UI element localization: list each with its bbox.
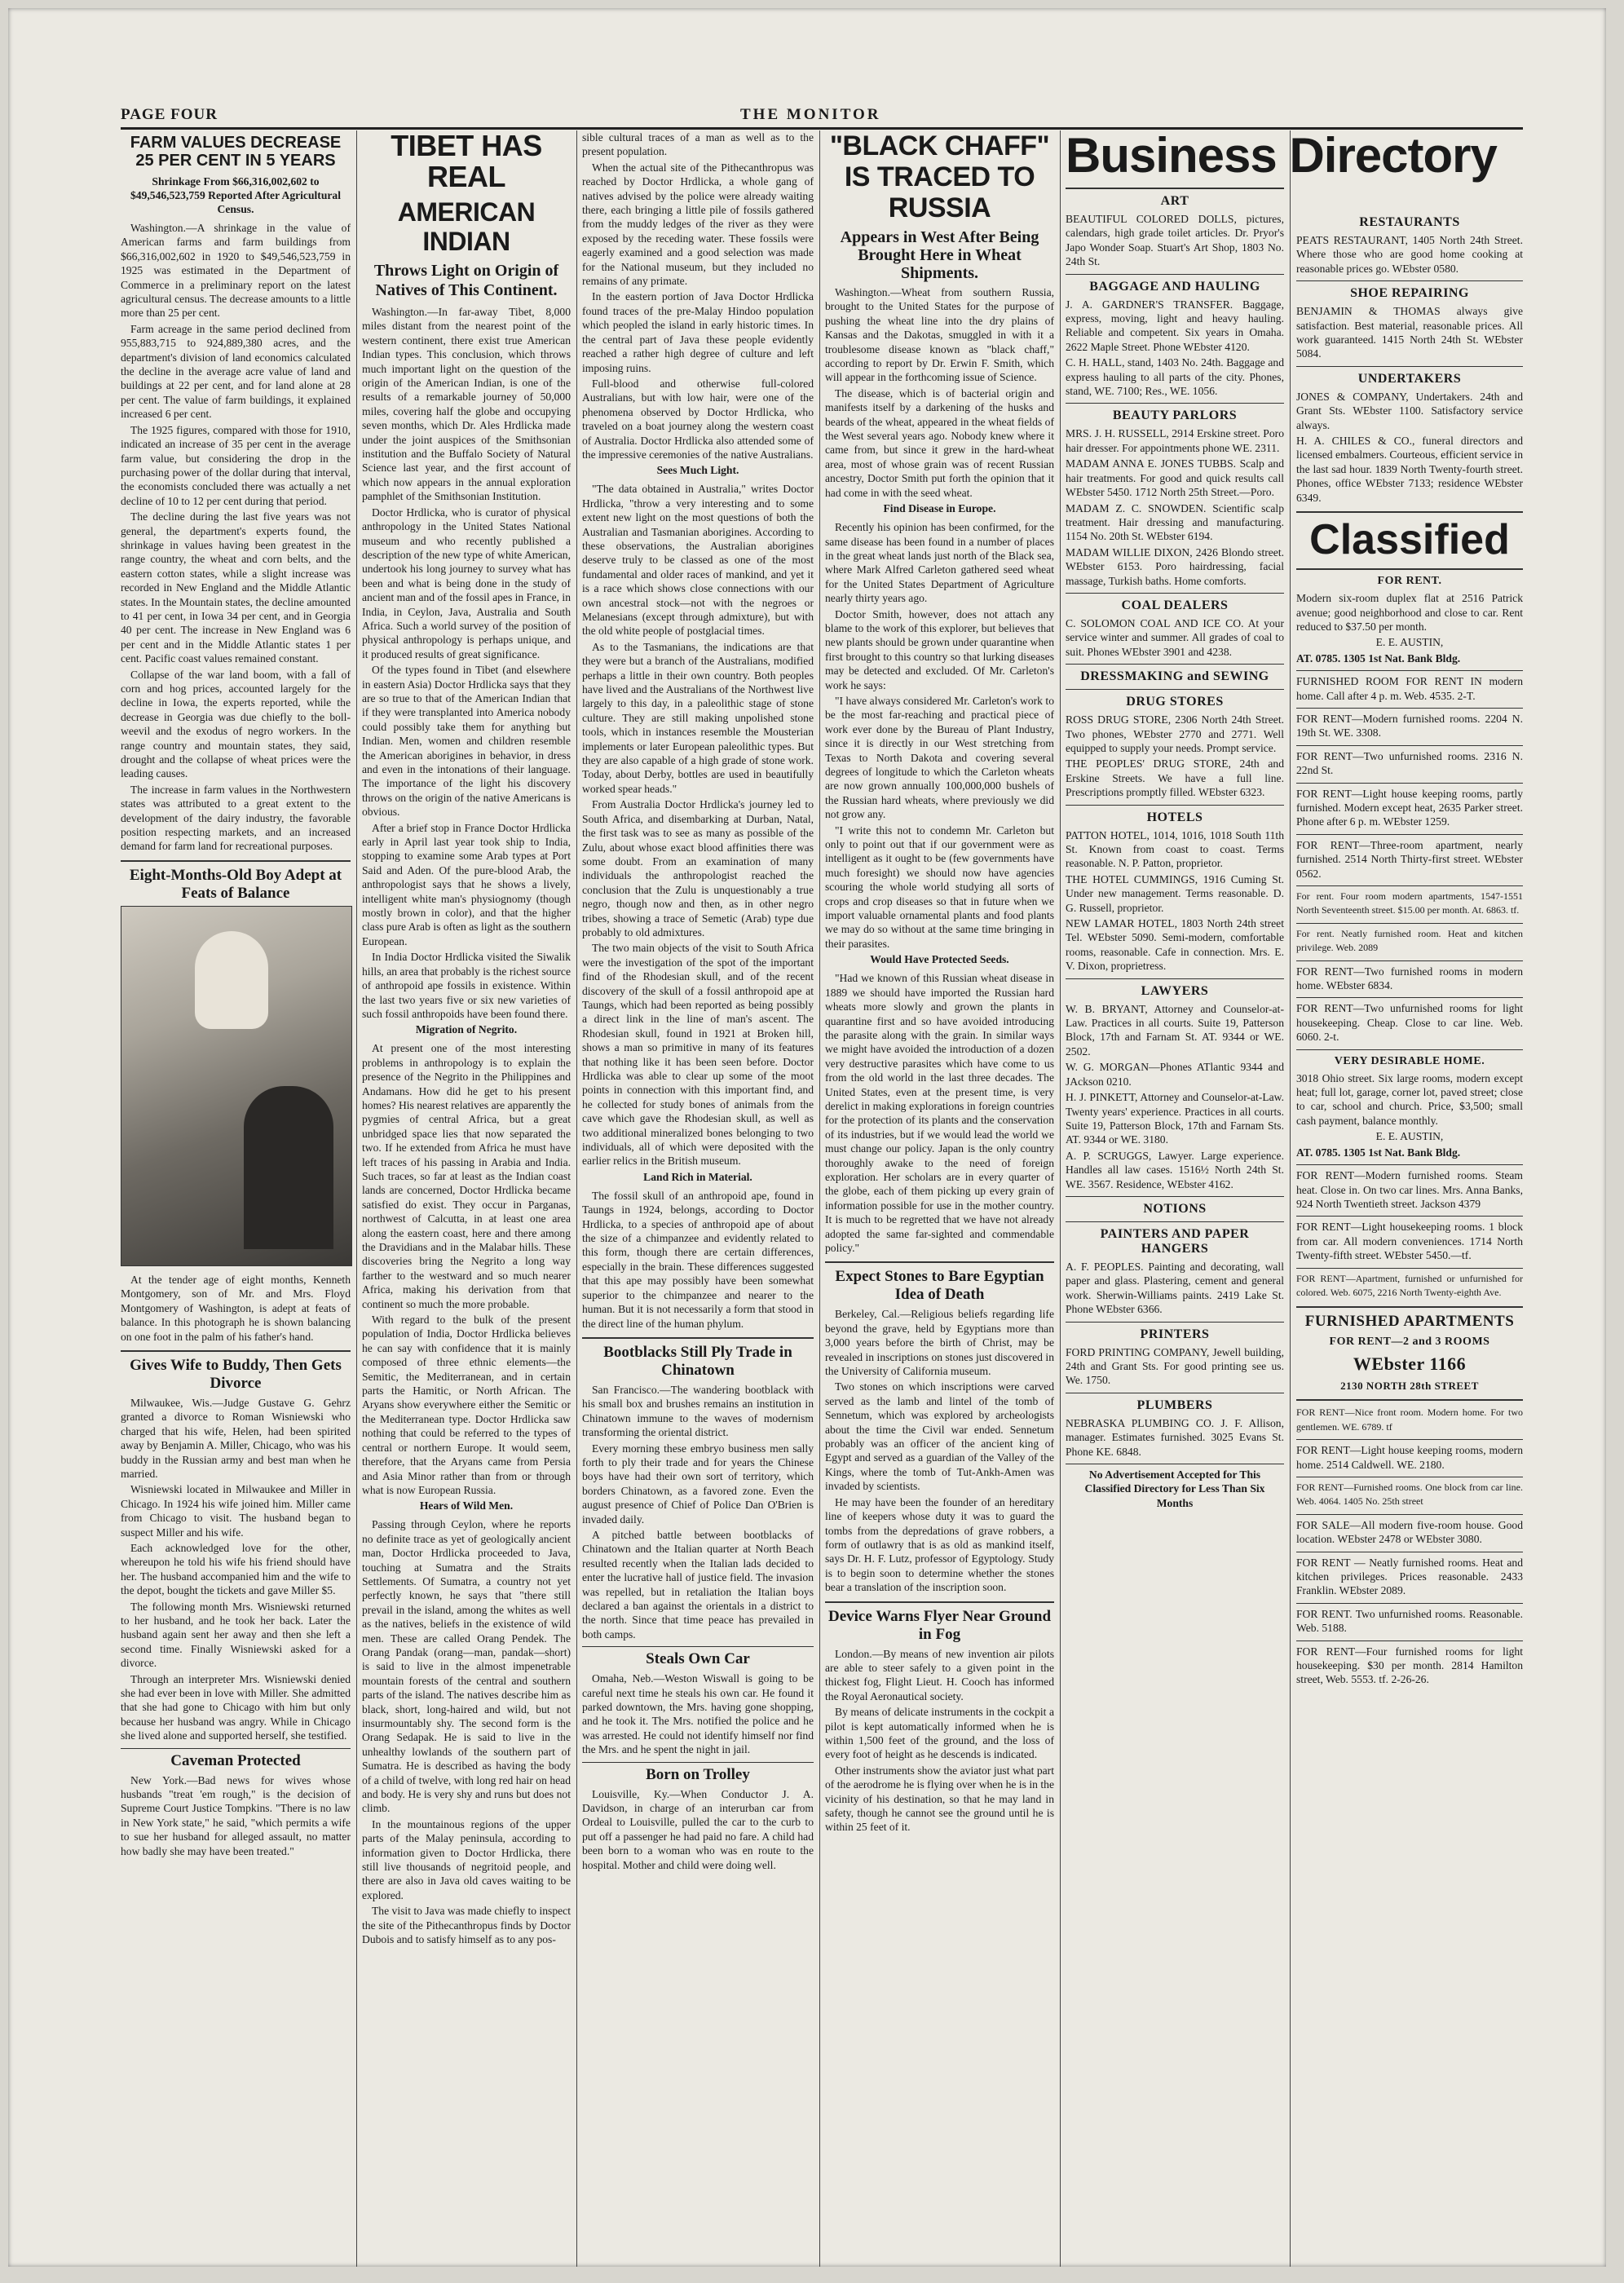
very-desirable-label: VERY DESIRABLE HOME. (1334, 1054, 1485, 1067)
divider (1296, 1439, 1523, 1440)
headline-black-chaff: "BLACK CHAFF" IS TRACED TO RUSSIA (829, 130, 1050, 223)
column-4 (825, 130, 1054, 2267)
divider (825, 1601, 1054, 1603)
paragraph: Every morning these embryo business men sally forth to ply their trade and for years the Chinese boys have had their own sort of territory, which borders Chinatown, as a favored zone. Even the august presence of Chief of Police Dan O'Brien is invaded daily. (582, 1442, 814, 1526)
classified-ad: AT. 0785. 1305 1st Nat. Bank Bldg. (1296, 1146, 1461, 1159)
subhead: Throws Light on Origin of Natives of This Continent. (373, 262, 559, 299)
furnished-apartments-head: FURNISHED APARTMENTS (1304, 1313, 1515, 1331)
divider (1296, 745, 1523, 746)
paragraph: Louisville, Ky.—When Conductor J. A. Davidson, in charge of an interurban car from Ordeal to Louisville, pulled the car to the curb to put off a passenger he had paid no fare. A child had been born to a woman who was en route to the hospital. Mother and child were doing well. (582, 1787, 814, 1871)
category-painters: PAINTERS AND PAPER HANGERS (1100, 1226, 1250, 1256)
column-rule (819, 130, 820, 2267)
column-2 (362, 130, 571, 2267)
category-restaurants: RESTAURANTS (1359, 215, 1460, 229)
divider (1296, 670, 1523, 671)
divider (121, 860, 351, 862)
paragraph: After a brief stop in France Doctor Hrdlicka early in April last year took ship to India, stopping to examine some Arab types at Port Said and Aden. Of the pure-blood Arab, the anthropologist says that he shows a lively, intelligent white man's physiognomy (though mostly brown in color), and that the higher class pure Arab is often as light as the southern European. (362, 821, 571, 947)
divider (1296, 1640, 1523, 1641)
listing: BENJAMIN & THOMAS always give satisfaction. Best material, reasonable prices. All work guaranteed. 1415 North 24th St. WEbster 5084. (1296, 305, 1523, 360)
divider (1296, 568, 1523, 570)
column-rule (1060, 130, 1061, 2267)
category-coal: COAL DEALERS (1121, 598, 1229, 612)
classified-ad: E. E. AUSTIN, (1375, 1130, 1444, 1143)
for-rent-label: FOR RENT. (1377, 575, 1442, 588)
paragraph: Doctor Hrdlicka, who is curator of physical anthropology in the United States National museum and who recently published a description of the new type of white American, undertook his long journey to survey what has been and what is being done in the study of ancient man and of the fossil apes in France, in India, in Ceylon, Java, Australia and South Africa. Such a world survey of the position of physical anthropology is perhaps unique, and it produced results of great significance. (362, 506, 571, 660)
category-baggage: BAGGAGE AND HAULING (1089, 279, 1260, 294)
listing: MRS. J. H. RUSSELL, 2914 Erskine street. Poro hair dresser. For appointments phone WE. 2311. (1066, 427, 1284, 454)
furnished-apartments-line: FOR RENT—2 and 3 ROOMS (1329, 1336, 1490, 1349)
classified-ad: FURNISHED ROOM FOR RENT IN modern home. Call after 4 p. m. Web. 4535. 2-T. (1296, 675, 1523, 702)
paragraph: Milwaukee, Wis.—Judge Gustave G. Gehrz granted a divorce to Roman Wisniewski who charged that his wife, Helen, had been spirited away by Benjamin A. Miller, Chicago, who was his buddy in the Russian army and best man when he married. (121, 1396, 351, 1480)
listing: MADAM ANNA E. JONES TUBBS. Scalp and hair treatments. For good and quick results call WEbster 5450. 1712 North 25th Street.—Poro. (1066, 457, 1284, 499)
divider (1296, 1049, 1523, 1050)
classified-ad: FOR RENT—Furnished rooms. One block from car line. Web. 4064. 1405 No. 25th street (1296, 1481, 1523, 1508)
paragraph: In the mountainous regions of the upper parts of the Malay peninsula, according to information given to Doctor Hrdlicka, there still live thousands of negritoid people, and there are also in Java old caves waiting to be explored. (362, 1817, 571, 1901)
paragraph: San Francisco.—The wandering bootblack with his small box and brushes remains an institution in Chinatown immune to the waves of modernism transforming the oriental district. (582, 1383, 814, 1439)
photo-caption: At the tender age of eight months, Kenneth Montgomery, son of Mr. and Mrs. Floyd Montgomery of Washington, is adept at feats of balance. In this photograph he is shown balancing on one foot in the palm of his father's hand. (121, 1273, 351, 1343)
masthead (121, 104, 1523, 130)
paragraph: At present one of the most interesting problems in anthropology is to explain the presence of the Negrito in the Philippines and Andamans. How did he get to his present homes? His nearest relatives are apparently the pygmies of central Africa, but a great unbridged space lies that now separated the two. If he extended from Africa he must have left traces of his passing in Arabia and India. Such traces, so far at least as the Indian coast lands are concerned, Doctor Hrdlicka became satisfied do exist. They occur in Parganas, northwest of Calcutta, in at least one area along the eastern coast, here and there among the Dravidians and in the Malabar hills. These discoveries bring the Negrito a long way farther to the westward and so much nearer Africa, making his derivation from that continent so much the more probable. (362, 1042, 571, 1310)
classified-ad: FOR RENT—Light house keeping rooms, modern home. 2514 Caldwell. WE. 2180. (1296, 1444, 1523, 1471)
category-drug: DRUG STORES (1126, 695, 1224, 709)
paragraph: Through an interpreter Mrs. Wisniewski denied she had ever been in love with Miller. She admitted that she had gone to Chicago with him but only because her husband was angry. While in Chicago she lived alone and supported herself, she testified. (121, 1672, 351, 1742)
divider (1066, 1322, 1284, 1323)
divider (1066, 978, 1284, 979)
classified-ad: FOR RENT—Two unfurnished rooms. 2316 N. 22nd St. (1296, 749, 1523, 777)
paragraph: Washington.—A shrinkage in the value of American farms and farm buildings from $66,316,002,602 in 1920 to $49,546,523,759 in 1925 was estimated in the Department of Commerce in a preliminary report on the latest agricultural census. The decrease amounts to a little more than 25 per cent. (121, 222, 351, 320)
paragraph: The fossil skull of an anthropoid ape, found in Taungs in 1924, belongs, according to Doctor Hrdlicka, to a species of anthropoid ape of about the size of a chimpanzee and evidently related to this form, though there are certain differences, especially in the brain. These differences suggested that this ape may possibly have been somewhat superior to the chimpanzee and nearer to the human. But it is not necessarily a form that stood in the direct line of the human phylum. (582, 1189, 814, 1330)
divider (582, 1762, 814, 1763)
classified-ad: FOR RENT. Two unfurnished rooms. Reasonable. Web. 5188. (1296, 1607, 1523, 1635)
headline-steals-car: Steals Own Car (646, 1650, 750, 1668)
paragraph: In India Doctor Hrdlicka visited the Siwalik hills, an area that probably is the richest source of anthropoid ape fossils in existence. Within the last two years five or six new varieties of such fossil anthropoids have been found there. (362, 951, 571, 1020)
column-6-classified (1296, 130, 1523, 2267)
paragraph: Farm acreage in the same period declined from 955,883,715 to 924,889,380 acres, and the department's division of land economics calculated the decline in the average acre value of land and buildings at 22 per cent, and for land alone at 28 per cent. The value of farm buildings, it explained increased 6 per cent. (121, 322, 351, 421)
divider (1296, 708, 1523, 709)
category-printers: PRINTERS (1140, 1327, 1210, 1341)
divider (1296, 783, 1523, 784)
divider (825, 1261, 1054, 1263)
headline-balance: Eight-Months-Old Boy Adept at Feats of Balance (129, 866, 342, 902)
furnished-apartments-phone: WEbster 1166 (1353, 1353, 1467, 1375)
column-rule (1290, 130, 1291, 2267)
paragraph: From Australia Doctor Hrdlicka's journey led to South Africa, and disembarking at Durban, Natal, the first task was to see as many as possible of the Zulu, about whose exact blood affinities there was some doubt. From an examination of many individuals the anthropologist reached the conclusion that the Zulu is unquestionably a true negro, though now and then, as in other negro tribes, showing a trace of Semetic (Arab) type due probably to old admixtures. (582, 798, 814, 938)
paragraph: Of the types found in Tibet (and elsewhere in eastern Asia) Doctor Hrdlicka says that they are so true to that of the American Indian that if they were transplanted into America nobody could possibly take them for anything but Indian. Men, women and children resemble the American aborigines in behavior, in dress and even in the intonations of their language. The importance of the light his discovery throws on the origin of the native Americans is obvious. (362, 664, 571, 819)
listing: MADAM Z. C. SNOWDEN. Scientific scalp treatment. Hair dressing and manufacturing. 1154 No. 20th St. WEbster 6194. (1066, 501, 1284, 543)
classified-ad: FOR RENT—Modern furnished rooms. 2204 N. 19th St. WE. 3308. (1296, 712, 1523, 740)
divider (1296, 366, 1523, 367)
listing: PATTON HOTEL, 1014, 1016, 1018 South 11th St. Known from coast to coast. Terms reasonable. N. P. Patton, proprietor. (1066, 828, 1284, 870)
paragraph: A pitched battle between bootblacks of Chinatown and the Italian quarter at North Beach resulted recently when the Italian lads decided to enter the lucrative hall of justice field. The invasion was repelled, but in retaliation the Italian boys declared a ban against the orientals in a district to the north. Since that time peace has prevailed in both camps. (582, 1528, 814, 1640)
divider (1296, 1306, 1523, 1308)
divider (1066, 805, 1284, 806)
paragraph: New York.—Bad news for wives whose husbands "treat 'em rough," is the decision of Supreme Court Justice Tompkins. "There is no law in New York state," he said, "which permits a wife to sue her husband for alleged assault, no matter how badly she may have been treated." (121, 1773, 351, 1857)
column-rule (576, 130, 577, 2267)
column-rule (356, 130, 357, 2267)
furnished-apartments-address: 2130 NORTH 28th STREET (1340, 1380, 1479, 1393)
paragraph: Washington.—Wheat from southern Russia, brought to the United States for the purpose of pushing the wheat line into the dry plains of Kansas and the Dakotas, smuggled in with it a troublesome disease known as "black chaff," according to report by Dr. Erwin F. Smith, which will appear in the forthcoming issue of Science. (825, 286, 1054, 384)
headline-farm-values: FARM VALUES DECREASE 25 PER CENT IN 5 YEARS (130, 134, 342, 170)
divider (1296, 1399, 1523, 1401)
listing: C. H. HALL, stand, 1403 No. 24th. Baggage and express hauling to all parts of the city. Phones, stand, WE. 7100; Res., WE. 1056. (1066, 356, 1284, 398)
paragraph: By means of delicate instruments in the cockpit a pilot is kept automatically informed when he is within 1,500 feet of the ground, and the loss of every foot of height as he descends is indicated. (825, 1706, 1054, 1761)
classified-ad: FOR RENT — Neatly furnished rooms. Heat and kitchen privileges. Prices reasonable. 2433 Franklin. WEbster 2089. (1296, 1556, 1523, 1597)
divider (1066, 593, 1284, 594)
category-lawyers: LAWYERS (1141, 983, 1209, 998)
category-undertakers: UNDERTAKERS (1357, 371, 1462, 386)
category-dressmaking: DRESSMAKING and SEWING (1080, 669, 1269, 684)
headline-caveman: Caveman Protected (170, 1751, 301, 1769)
newspaper-page (8, 8, 1606, 2267)
classified-ad: E. E. AUSTIN, (1375, 636, 1444, 649)
paragraph: He may have been the founder of an hereditary line of keepers whose duty it was to guard the tombs from the depredations of grave robbers, a form of outlawry that is as old as mankind itself, says Dr. H. F. Lutz, professor of Egyptology. Study is to begin soon to determine whether the stones bear a translation of the inscription soon. (825, 1495, 1054, 1594)
section-head: Find Disease in Europe. (883, 502, 996, 515)
divider (1066, 1221, 1284, 1222)
section-head: Sees Much Light. (656, 464, 739, 477)
listing: H. J. PINKETT, Attorney and Counselor-at-Law. Twenty years' experience. Practices in all courts. Suite 19, Patterson Block, 17th and Farnam Sts. AT. 9344 or WE. 3180. (1066, 1091, 1284, 1146)
classified-ad: 3018 Ohio street. Six large rooms, modern except heat; full lot, garage, corner lot, paved street; close to car, school and church. Price, $3,500; small cash payment, balance monthly. (1296, 1071, 1523, 1127)
paragraph: The increase in farm values in the Northwestern states was attributed to a great extent to the development of the dairy industry, the favorable position respecting markets, and an increased demand for farm land for recreational purposes. (121, 783, 351, 853)
column-1 (121, 130, 351, 2267)
listing: J. A. GARDNER'S TRANSFER. Baggage, express, moving, light and heavy hauling. Reliable and competent. Six years in Omaha. 2622 Maple Street. Phone WEbster 4120. (1066, 298, 1284, 353)
paragraph: With regard to the bulk of the present population of India, Doctor Hrdlicka believes he can say with confidence that it is mainly composed of three ethnic elements—the Semitic, the Mediterranean, and in certain parts the Hamitic, or North African. The Aryans show everywhere either the Semitic or the Mediterranean type. Doctor Hrdlicka saw nothing that could be referred to the types of central or northern Europe. It would seem, therefore, that the Aryans came from Persia and Asia Minor rather than from or through what is now European Russia. (362, 1314, 571, 1496)
divider (1066, 664, 1284, 665)
page-number: PAGE FOUR (121, 106, 218, 123)
newspaper-name: THE MONITOR (740, 106, 881, 123)
business-directory-title: Business Directory (1066, 128, 1497, 183)
paragraph: The 1925 figures, compared with those for 1910, indicated an increase of 35 per cent in the average farm value, but considering the drop in the purchasing power of the dollar during that interval, the economists concluded there was actually a net decline of 10 to 12 per cent during that period. (121, 423, 351, 507)
listing: A. P. SCRUGGS, Lawyer. Large experience. Handles all law cases. 1516½ North 24th St. WE. 3567. Residence, WEbster 4162. (1066, 1149, 1284, 1190)
listing: FORD PRINTING COMPANY, Jewell building, 24th and Grant Sts. For good printing see us. We. 1750. (1066, 1345, 1284, 1387)
classified-title: Classified (1309, 516, 1510, 564)
paragraph: In the eastern portion of Java Doctor Hrdlicka found traces of the pre-Malay Hindoo population which peopled the island in early historic times. In the central part of Java these people evidently reached a rather high degree of culture and left imposing ruins. (582, 290, 814, 374)
subhead: Shrinkage From $66,316,002,602 to $49,546,523,759 Reported After Agricultural Census. (130, 175, 341, 215)
category-plumbers: PLUMBERS (1136, 1398, 1213, 1412)
divider (1066, 188, 1284, 189)
listing: C. SOLOMON COAL AND ICE CO. At your service winter and summer. All grades of coal to suit. Phones WEbster 3901 and 4238. (1066, 616, 1284, 658)
divider (1066, 1196, 1284, 1197)
listing: MADAM WILLIE DIXON, 2426 Blondo street. WEbster 6153. Poro hairdressing, facial massage, Turkish baths. Home comforts. (1066, 545, 1284, 587)
paragraph: The two main objects of the visit to South Africa were the investigation of the spot of the important find of the Rhodesian skull, and of the recent discovery of the skull of a fossil anthropoid ape at Taungs, which had been reported as being possibly a direct link in the line of man's ascent. The Rhodesian skull, found in 1921 at Broken hill, shows a man so primitive in many of its features that nothing like it has been seen before. Doctor Hrdlicka was able to clear up some of the moot points in connection with this important find, and he collected for study bones of animals from the cave which gave the Rhodesian skull, as well as two additional mineralized bones belonging to two individuals, all of which were deposited with the earlier relics in the British museum. (582, 942, 814, 1168)
section-head: Migration of Negrito. (415, 1023, 518, 1036)
paragraph: Full-blood and otherwise full-colored Australians, but with low hair, were one of the phenomena observed by Doctor Hrdlicka, who traveled on a boat journey along the western coast of Australia. Doctor Hrdlicka also attended some of the impressive ceremonies of the native Australians. (582, 377, 814, 461)
paragraph: "I have always considered Mr. Carleton's work to be the most far-reaching and practical piece of work ever done by the Bureau of Plant Industry, since it is directly in our West stretching from Texas to North Dakota and covering several degrees of longitude to which the Carleton wheats are now grown annually 100,000,000 bushels of the Russian hard wheats, where previously we did not grow any. (825, 694, 1054, 821)
divider (1296, 1164, 1523, 1165)
paragraph: Recently his opinion has been confirmed, for the same disease has been found in a number of places in the great wheat lands just north of the Black sea, where Mark Alfred Carleton gathered seed wheat for the United States Department of Agriculture nearly thirty years ago. (825, 521, 1054, 605)
paragraph: Doctor Smith, however, does not attach any blame to the work of this explorer, but believes that new plants should be grown under quarantine when first brought to this country so that lurking diseases may be detected and excluded. Of Mr. Carleton's work he says: (825, 607, 1054, 691)
category-hotels: HOTELS (1146, 810, 1203, 824)
divider (1296, 280, 1523, 281)
classified-ad: FOR SALE—All modern five-room house. Good location. WEbster 2478 or WEbster 3080. (1296, 1518, 1523, 1546)
divider (121, 1350, 351, 1352)
listing: BEAUTIFUL COLORED DOLLS, pictures, calendars, high grade toilet articles. Dr. Pryor's Japo Wonder Soap. Stuart's Art Shop, 1803 No. 24th St. (1066, 213, 1284, 268)
baby-figure (195, 931, 268, 1029)
listing: THE HOTEL CUMMINGS, 1916 Cuming St. Under new management. Terms reasonable. D. G. Russell, proprietor. (1066, 872, 1284, 914)
classified-ad: FOR RENT—Two furnished rooms in modern home. WEbster 6834. (1296, 965, 1523, 992)
category-shoe-repairing: SHOE REPAIRING (1350, 286, 1469, 301)
paragraph: Other instruments show the aviator just what part of the aerodrome he is flying over when he is in the vicinity of his destination, so that he may land in safety, though he cannot see the ground until he is within 25 feet of it. (825, 1764, 1054, 1834)
classified-ad: Modern six-room duplex flat at 2516 Patrick avenue; good neighborhood and close to car. Rent reduced to $37.50 per month. (1296, 592, 1523, 633)
paragraph: Two stones on which inscriptions were carved served as the lamb and lintel of the tomb of Sennetum, which was explored by archeologists about the time the Civil war ended. Sennetum probably was an officer of the ancient king of Egypt and served as a guardian of the Valley of the Kings, where the tomb of Tut-Ankh-Amen was invaded by scientists. (825, 1380, 1054, 1493)
divider (1066, 689, 1284, 690)
divider (1296, 1216, 1523, 1217)
category-beauty: BEAUTY PARLORS (1112, 408, 1238, 423)
classified-ad: For rent. Four room modern apartments, 1547-1551 North Seventeenth street. $15.00 per month. At. 6863. tf. (1296, 890, 1523, 916)
headline-divorce: Gives Wife to Buddy, Then Gets Divorce (130, 1356, 342, 1392)
divider (1066, 403, 1284, 404)
paragraph: "I write this not to condemn Mr. Carleton but only to point out that if our government were as intelligent as it ought to be (few governments have much foresight) we should now have agencies scouring the whole world studying all sorts of crops and crop diseases so that in future when we import valuable ornamental plants and food plants we may do so without at the same time bringing in their parasites. (825, 824, 1054, 950)
paragraph: Berkeley, Cal.—Religious beliefs regarding life beyond the grave, held by Egyptians more than 3,000 years before the birth of Christ, may be revealed in inscriptions on stones just discovered in the University of California museum. (825, 1308, 1054, 1378)
section-head: Hears of Wild Men. (419, 1499, 514, 1512)
paragraph: Each acknowledged love for the other, whereupon he told his wife his friend should have her. The husband accompanied him and the wife to the depot, bought the tickets and gave Miller $5. (121, 1541, 351, 1597)
section-head: Land Rich in Material. (643, 1170, 752, 1183)
father-figure (244, 1086, 333, 1249)
title-spacer (1296, 130, 1523, 210)
classified-ad: FOR RENT—Modern furnished rooms. Steam heat. Close in. On two car lines. Mrs. Anna Banks, 924 North Twentieth street. Jackson 4379 (1296, 1169, 1523, 1210)
classified-ad: FOR RENT—Two unfurnished rooms for light housekeeping. Cheap. Close to car line. Web. 6060. 2-t. (1296, 1002, 1523, 1044)
paragraph: Washington.—In far-away Tibet, 8,000 miles distant from the nearest point of the western continent, there exist true American Indian types. This conclusion, which throws much important light on the question of the origin of the American Indian, is one of the results of a remarkable journey of 50,000 miles, covering half the globe and occupying seven months, which Dr. Ales Hrdlicka made under the joint auspices of the Smithsonian institution and the Buffalo Society of Natural Science last year, and the first account of which now appears in the annual exploration pamphlet of the Smithsonian Institution. (362, 306, 571, 503)
classified-ad: FOR RENT—Nice front room. Modern home. For two gentlemen. WE. 6789. tf (1296, 1406, 1523, 1433)
paragraph: The decline during the last five years was not general, the department's experts found, the shrinkage in values having been greatest in the range country, the wheat and corn belts, and the eastern cotton states, while a slight increase was recorded in New England and the Middle Atlantic states. In the Mountain states, the decline amounted to 41 per cent, in Iowa 34 per cent, and in Georgia 40 per cent. The increase in New England was 6 per cent and in the Middle Atlantic states 1 per cent. Pacific coast values remained constant. (121, 510, 351, 665)
headline-born-on-trolley: Born on Trolley (646, 1765, 750, 1783)
divider (1296, 834, 1523, 835)
divider (582, 1646, 814, 1647)
divider (1296, 511, 1523, 513)
headline-tibet: TIBET HAS REAL (391, 129, 542, 193)
classified-ad: FOR RENT—Four furnished rooms for light housekeeping. $30 per month. 2814 Hamilton street, Web. 5553. tf. 2-26-26. (1296, 1645, 1523, 1686)
paragraph: The disease, which is of bacterial origin and manifests itself by a darkening of the husks and beards of the wheat, appeared in the wheat fields of the West several years ago. Nobody knew where it came from, but since it grew in the hard-wheat area, most of whose grain was of recent Russian ancestry, Doctor Smith put forth the opinion that it had come in with the seed wheat. (825, 386, 1054, 499)
photo-father-and-baby (121, 906, 352, 1266)
listing: W. G. MORGAN—Phones ATlantic 9344 and JAckson 0210. (1066, 1061, 1284, 1088)
divider (1296, 885, 1523, 886)
category-art: ART (1160, 194, 1189, 208)
divider (1296, 960, 1523, 961)
headline-tibet-2: AMERICAN INDIAN (397, 197, 536, 256)
paragraph: As to the Tasmanians, the indications are that they were but a branch of the Australians, modified perhaps a little in their own country. Both peoples have lived and the Australians of the Northwest live largely to this day, in a paleolithic stage of stone culture. They are still making unpolished stone tools, which in instances resemble the Mousterian implements or later European paleolithic types. But they are also capable of a high grade of stone work. Today, about Derby, bottles are used in beautifully worked spear heads." (582, 640, 814, 795)
paragraph: Collapse of the war land boom, with a fall of corn and hog prices, accounted largely for the decline in Iowa, the experts reported, while the decrease in Georgia was due chiefly to the boll-weevil and the exodus of negro workers. In the range country and mountain states, they said, drought and the collapse of wheat prices were the leading causes. (121, 668, 351, 780)
paragraph: "Had we known of this Russian wheat disease in 1889 we should have imported the Russian hard wheats more slowly and grown the plants in quarantine first and so have avoided introducing the parasite along with the grain. In similar ways we might have avoided the introduction of a dozen very destructive parasites which have come to us from the old world in the last three decades. The United States, even at the present time, is very derelict in making explorations in foreign countries for the protection of its plants and the conservation of its industries, but if we would lead the world we must change our policy. Japan is the only country thoroughly awake to the need of foreign exploration. Her scholars are in every quarter of the globe, each of them picking up every grain of information possible for use in the mother country. It is much to be regretted that we have not already adopted the same far-sighted and commendable policy." (825, 972, 1054, 1254)
classified-ad: FOR RENT—Light housekeeping rooms. 1 block from car. All modern conveniences. 1714 North Twenty-fifth street. WEbster 5450.—tf. (1296, 1221, 1523, 1262)
divider (582, 1337, 814, 1339)
headline-device-warns: Device Warns Flyer Near Ground in Fog (827, 1607, 1052, 1643)
divider (1296, 997, 1523, 998)
classified-ad: FOR RENT—Light house keeping rooms, partly furnished. Modern except heat, 2635 Parker street. Phone after 6 p. m. WEbster 1259. (1296, 787, 1523, 828)
divider (1296, 923, 1523, 924)
classified-ad: For rent. Neatly furnished room. Heat and kitchen privilege. Web. 2089 (1296, 927, 1523, 954)
divider (1296, 1268, 1523, 1269)
paragraph: The following month Mrs. Wisniewski returned to her husband, and he took her back. Later the husband again sent her away and then she left a second time. Finally Wisniewski asked for a divorce. (121, 1600, 351, 1670)
listing: PEATS RESTAURANT, 1405 North 24th Street. Where those who are good home cooking at reasonable prices go. WEbster 0580. (1296, 234, 1523, 275)
headline-bootblacks: Bootblacks Still Ply Trade in Chinatown (603, 1343, 792, 1379)
paragraph: Omaha, Neb.—Weston Wiswall is going to be careful next time he steals his own car. He found it parked downtown, the Mrs. having gone shopping, and he took it. The Mrs. notified the police and he was arrested. He could not identify himself nor find the Mrs. and he spent the night in jail. (582, 1672, 814, 1756)
section-head: Would Have Protected Seeds. (870, 953, 1009, 966)
paragraph: sible cultural traces of a man as well as to the present population. (582, 131, 814, 158)
paragraph: The visit to Java was made chiefly to inspect the site of the Pithecanthropus finds by Doctor Dubois and to satisfy himself as to any pos- (362, 1905, 571, 1946)
listing: THE PEOPLES' DRUG STORE, 24th and Erskine Streets. We have a full line. Prescriptions promptly filled. WEbster 6323. (1066, 757, 1284, 799)
listing: H. A. CHILES & CO., funeral directors and licensed embalmers. Courteous, efficient service in the last sad hour. 1839 North Twenty-fourth street. Phones, office WEbster 7133; residence WEbster 6349. (1296, 435, 1523, 504)
divider (1296, 1603, 1523, 1604)
paragraph: "The data obtained in Australia," writes Doctor Hrdlicka, "throw a very interesting and to some extent new light on the most questions of both the Australian and Tasmanian aborigines. According to these observations, the Australian aborigines deserve truly to be classed as one of the most fundamental and older races of mankind, and yet it is a race which shows close connections with our own ancestral stock—not with the negroes or Melanesians (except through admixture), but with the old white people of postglacial times. (582, 483, 814, 638)
directory-note: No Advertisement Accepted for This Classified Directory for Less Than Six Months (1084, 1468, 1265, 1509)
subhead: Appears in West After Being Brought Here in Wheat Shipments. (840, 228, 1039, 282)
classified-ad: FOR RENT—Apartment, furnished or unfurnished for colored. Web. 6075, 2216 North Twenty-eighth Ave. (1296, 1272, 1523, 1298)
divider (1066, 274, 1284, 275)
paragraph: Wisniewski located in Milwaukee and Miller in Chicago. In 1924 his wife joined him. Miller came from Chicago to visit. The husband began to suspect Miller and his wife. (121, 1483, 351, 1539)
paragraph: London.—By means of new invention air pilots are able to steer safely to a given point in the thickest fog, Flight Lieut. H. Cooch has informed the Royal Aeronautical society. (825, 1647, 1054, 1702)
headline-egyptian: Expect Stones to Bare Egyptian Idea of Death (835, 1268, 1044, 1304)
listing: NEW LAMAR HOTEL, 1803 North 24th street Tel. WEbster 5090. Semi-modern, comfortable rooms, reasonable. Cafe in connection. Mrs. E. V. Dixon, proprietress. (1066, 917, 1284, 973)
divider (121, 1748, 351, 1749)
classified-ad: AT. 0785. 1305 1st Nat. Bank Bldg. (1296, 651, 1461, 665)
paragraph: Passing through Ceylon, where he reports no definite trace as yet of geologically ancient man, Doctor Hrdlicka proceeded to Java, touching at Sumatra and the Straits Settlements. Of Sumatra, a country not yet perfectly known, he says that "there still prevail in the island, among the whites as well as the natives, beliefs in the existence of wild men. These are called Orang Pendek. The Orang Pandak (orang—man, pandak—short) is said to live in the almost impenetrable mountain forests of the central and southern parts of the island. The natives describe him as black, short, long-haired and wild, but not insurmountably shy. The second form is the Orang Sedapak. He is said to live in the unhealthy lowlands of the southern part of Sumatra. He is described as having the body of a child of twelve, with long red hair on head and body. He is very shy and runs but does not climb. (362, 1518, 571, 1815)
listing: NEBRASKA PLUMBING CO. J. F. Allison, manager. Estimates furnished. 3025 Evans St. Phone KE. 6848. (1066, 1416, 1284, 1458)
listing: A. F. PEOPLES. Painting and decorating, wall paper and glass. Plastering, cement and general work. Sherwin-Williams paints. 2419 Lake St. Phone WEbster 6366. (1066, 1260, 1284, 1316)
listing: ROSS DRUG STORE, 2306 North 24th Street. Two phones, WEbster 2770 and 2771. Well equipped to supply your needs. Prompt service. (1066, 713, 1284, 754)
category-notions: NOTIONS (1143, 1201, 1207, 1216)
column-3 (582, 130, 814, 2267)
paragraph: When the actual site of the Pithecanthropus was reached by Doctor Hrdlicka, a whole gang of natives advised by the police were already waiting there, each bringing a little pile of fossils gathered from the muddy ledges of the river as they were exposed by the receding water. These fossils were eagerly examined and a good selection was made for the National museum, but they included no remains of any primate. (582, 161, 814, 288)
divider (1296, 1514, 1523, 1515)
listing: JONES & COMPANY, Undertakers. 24th and Grant Sts. WEbster 1100. Satisfactory service always. (1296, 390, 1523, 431)
classified-ad: FOR RENT—Three-room apartment, nearly furnished. 2514 North Thirty-first street. WEbster 0562. (1296, 838, 1523, 880)
listing: W. B. BRYANT, Attorney and Counselor-at-Law. Practices in all courts. Suite 19, Patterson Block, 17th and Farnam St. AT. 9344 or WE. 2502. (1066, 1002, 1284, 1058)
